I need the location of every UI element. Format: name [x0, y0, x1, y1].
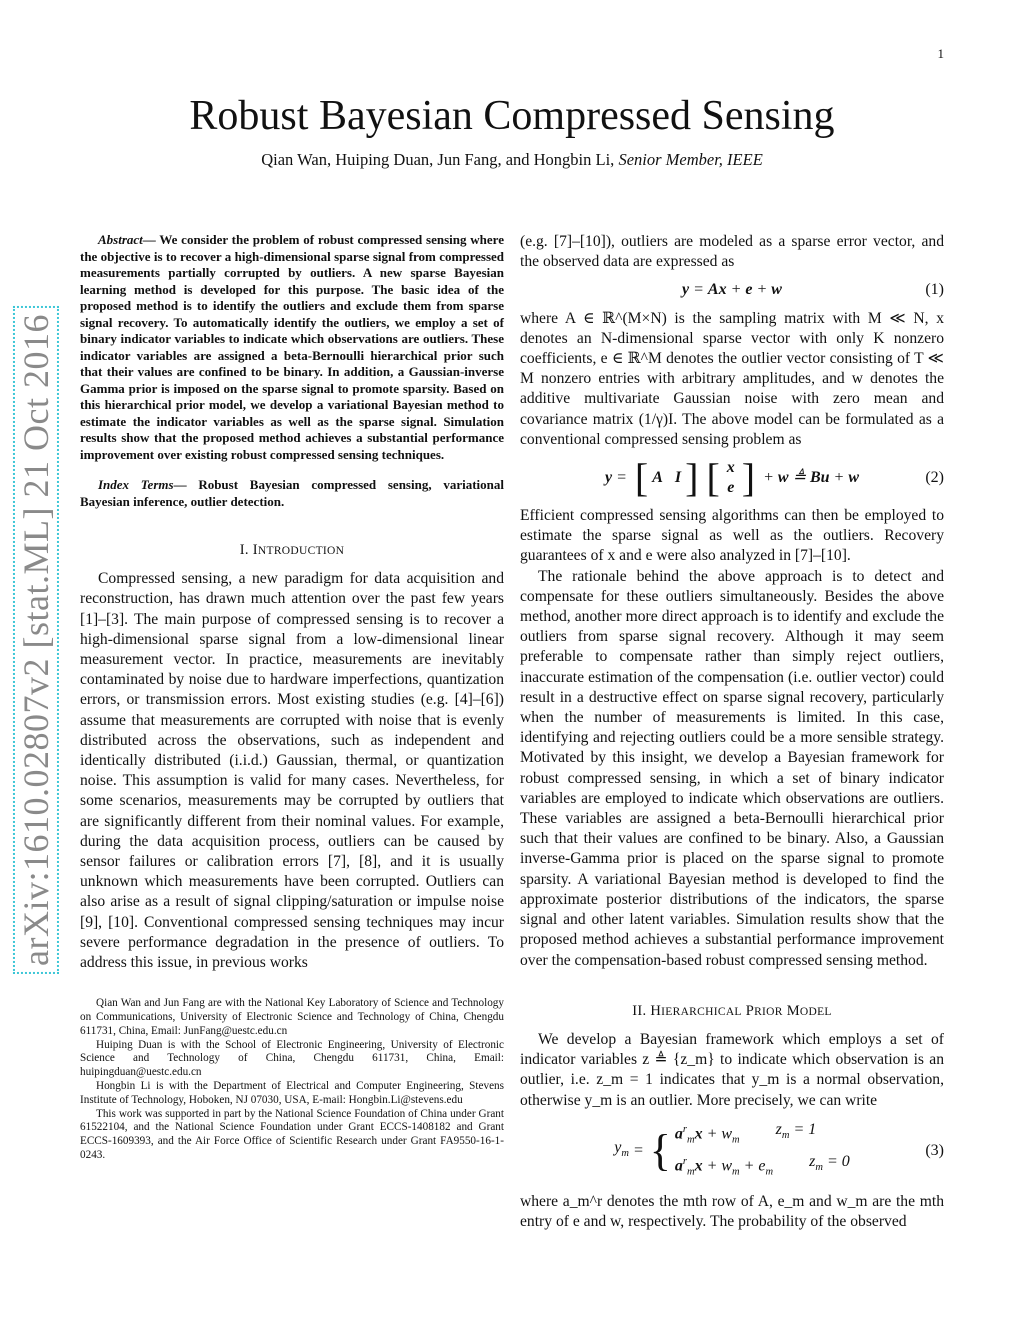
footnote-affiliation-li: Hongbin Li is with the Department of Electrical and Computer Engineering, Stevens Institute of Technology, Hoboken, NJ 07030, USA, E-mail: Hongbin.Li@stevens.edu: [80, 1080, 504, 1106]
right-column: [520, 232, 944, 1232]
footnote-funding: This work was supported in part by the National Science Foundation of China under Grant 61522104, and the National Science Foundation under Grant ECCS-1408182 and Grant ECCS-1609393, and the Air Force Office of Scientific Research under Grant FA9550-16-1-0243.: [80, 1107, 504, 1162]
efficient-algorithms-paragraph: Efficient compressed sensing algorithms can then be employed to estimate the sparse signal as well as the outliers. Recovery guarantees of x and e were also analyzed in [7]–[10].: [520, 507, 944, 565]
section-heading-introduction: [80, 540, 504, 561]
rationale-paragraph: The rationale behind the above approach is to detect and compensate for these outliers simultaneously. Besides the above method, another more direct approach is to identify and exclude the outliers from sparse signal recovery. Although it may seem preferable to compensate rather than simply reject outliers, inaccurate estimation of the compensation (i.e. outlier vector) could result in a destructive effect on sparse signal recovery, particularly when the number of measurements is limited. In this case, identifying and rejecting outliers could be a more sensible strategy. Motivated by this insight, we develop a Bayesian framework for robust compressed sensing, in which a set of binary indicator variables are employed to indicate which observations are outliers. These variables are assigned a beta-Bernoulli hierarchical prior such that their values are confined to be binary. Also, a Gaussian inverse-Gamma prior is placed on the sparse signal to promote sparsity. A variational Bayesian method is developed to find the approximate posterior distributions of the indicators, the sparse signal and other latent variables. Simulation results show that the proposed method achieves a substantial performance improvement over the compensation-based robust compressed sensing method.: [520, 567, 944, 969]
section-word: ODEL: [799, 1005, 832, 1018]
equation-3-number: (3): [925, 1142, 944, 1160]
arxiv-stamp-text: arXiv:1610.02807v2 [stat.ML] 21 Oct 2016: [13, 306, 59, 974]
equation-3: [520, 1119, 944, 1184]
model-description-paragraph: where A ∈ ℝ^(M×N) is the sampling matrix with M ≪ N, x denotes an N-dimensional sparse vector with only K nonzero coefficients, e ∈ ℝ^M denotes the outlier vector consisting of T ≪ M nonzero entries with arbitrary amplitudes, and w denotes the additive multivariate Gaussian noise with zero mean and covariance matrix (1/γ)I. The above model can be formulated as a conventional compressed sensing problem as: [520, 309, 944, 448]
author-line: [0, 150, 1024, 170]
footnote-affiliation-wan-fang: Qian Wan and Jun Fang are with the National Key Laboratory of Science and Technology on Communications, University of Electronic Science and Technology of China, Chengdu 611731, China, Email: JunFang@uestc.edu.cn: [80, 997, 504, 1037]
equation-1-body: y = Ax + e + w: [682, 281, 782, 299]
equation-2-number: (2): [925, 468, 944, 486]
page-number: 1: [937, 46, 944, 61]
equation-2-body: y = [ A I ] [ x e ] + w ≜ B u + w: [604, 455, 860, 501]
equation-3-body: $y_m$ = { $a^r_mx + w_m$ $z_m = 1$ $a^r_mx + w_m + e_m$ $z_m = 0$: [614, 1120, 850, 1178]
equation-1-number: (1): [925, 281, 944, 299]
author-names: Qian Wan, Huiping Duan, Jun Fang, and Hongbin Li,: [261, 150, 615, 169]
paper-title: Robust Bayesian Compressed Sensing: [189, 93, 835, 139]
section-rest: NTRODUCTION: [257, 545, 345, 557]
footnote-affiliation-duan: Huiping Duan is with the School of Electronic Engineering, University of Electronic Science and Technology of China, Chengdu 611731, China, Email: huipingduan@uestc.edu.cn: [80, 1038, 504, 1079]
section-numeral: II.: [632, 1002, 647, 1019]
abstract: Abstract— We consider the problem of robust compressed sensing where the objective is to recover a high-dimensional sparse signal from compressed measurements partially corrupted by outliers. A new sparse Bayesian learning method is developed for this purpose. The basic idea of the proposed method is to identify the outliers and exclude them from sparse signal recovery. To automatically identify the outliers, we employ a set of binary indicator variables to indicate which observations are outliers. These indicator variables are assigned a beta-Bernoulli hierarchical prior such that their values are confined to be binary. In addition, a Gaussian-inverse Gamma prior is imposed on the sparse signal to promote sparsity. Based on this hierarchical prior model, we develop a variational Bayesian method to estimate the indicator variables as well as the sparse signal. Simulation results show that the proposed method achieves a substantial performance improvement over existing robust compressed sensing techniques.: [80, 232, 504, 462]
continuation-paragraph: (e.g. [7]–[10]), outliers are modeled as a sparse error vector, and the observed data are expressed as: [520, 233, 944, 271]
section-initial: H: [650, 1002, 662, 1019]
index-terms-label: Index Terms: [98, 477, 174, 492]
section-initial: P: [745, 1002, 755, 1019]
row-definition-paragraph: where a_m^r denotes the mth row of A, e_m and w_m are the mth entry of e and w, respectively. The probability of the observed: [520, 1192, 944, 1230]
section-initial: I: [252, 542, 258, 558]
section-initial: M: [786, 1002, 800, 1019]
indicator-variables-paragraph: We develop a Bayesian framework which employs a set of indicator variables z ≜ {z_m} to indicate which observation is an outlier, i.e. z_m = 1 indicates that y_m is a normal observation, otherwise y_m is an outlier. More precisely, we can write: [520, 1030, 944, 1109]
equation-2: [520, 455, 944, 501]
author-suffix: Senior Member, IEEE: [618, 150, 763, 169]
index-terms-text: Robust Bayesian compressed sensing, variational Bayesian inference, outlier detection.: [80, 477, 504, 509]
equation-1: [520, 280, 944, 300]
section-word: IERARCHICAL: [661, 1005, 742, 1018]
section-numeral: I.: [239, 542, 249, 558]
intro-paragraph: Compressed sensing, a new paradigm for data acquisition and reconstruction, has drawn much attention over the past few years [1]–[3]. The main purpose of compressed sensing is to recover a high-dimensional sparse signal from a low-dimensional linear measurement vector. In practice, measurements are inevitably contaminated by noise due to hardware imperfections, quantization errors, or transmission errors. Most existing studies (e.g. [4]–[6]) assume that measurements are corrupted with noise that is evenly distributed across the observations, such as independent and identically distributed (i.i.d.) Gaussian, thermal, or quantization noise. This assumption is valid for many cases. Nevertheless, for some scenarios, measurements may be corrupted by outliers that are significantly different from their nominal values. For example, during the data acquisition process, outliers can be caused by sensor failures or calibration errors [7], [8], and it is usually unknown which measurements have been corrupted. Outliers can also arise as a result of signal clipping/saturation or impulse noise [9], [10]. Conventional compressed sensing techniques may incur severe performance degradation in the presence of outliers. To address this issue, in previous works: [80, 570, 504, 972]
index-terms: Index Terms— Robust Bayesian compressed sensing, variational Bayesian inference, outlier detection.: [80, 477, 504, 509]
abstract-label: Abstract: [98, 232, 143, 247]
section-heading-hierarchical-prior-model: [520, 1001, 944, 1022]
arxiv-stamp: [10, 30, 62, 1250]
abstract-text: We consider the problem of robust compressed sensing where the objective is to recover a high-dimensional sparse signal from compressed measurements partially corrupted by outliers. A new sparse Bayesian learning method is developed for this purpose. The basic idea of the proposed method is to identify the outliers and exclude them from sparse signal recovery. To automatically identify the outliers, we employ a set of binary indicator variables to indicate which observations are outliers. These indicator variables are assigned a beta-Bernoulli hierarchical prior such that their values are confined to be binary. In addition, a Gaussian-inverse Gamma prior is imposed on the sparse signal to promote sparsity. Based on this hierarchical prior model, we develop a variational Bayesian method to estimate the indicator variables as well as the sparse signal. Simulation results show that the proposed method achieves a substantial performance improvement over existing robust compressed sensing techniques.: [80, 232, 504, 462]
section-word: RIOR: [754, 1005, 783, 1018]
left-column: [80, 232, 504, 1163]
